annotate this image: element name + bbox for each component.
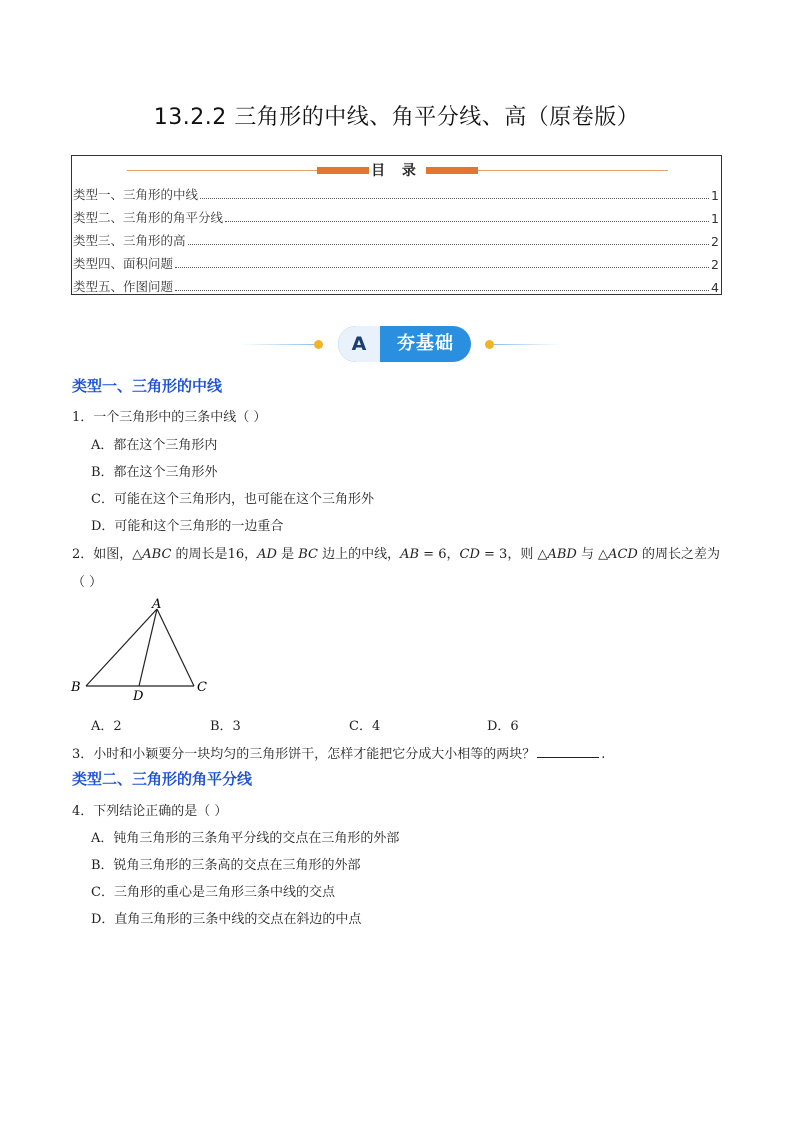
q2-option-b[interactable]: B．3 bbox=[210, 719, 241, 734]
toc-heading bbox=[72, 160, 721, 180]
question-4: 4．下列结论正确的是（ ） bbox=[72, 804, 228, 819]
vertex-label-b: B bbox=[71, 680, 81, 695]
section-heading-1: 类型一、三角形的中线 bbox=[72, 377, 223, 395]
q2-math: 16 bbox=[227, 547, 245, 562]
q2-math: = 3 bbox=[479, 547, 508, 562]
q2-math: ACD bbox=[608, 547, 638, 562]
q2-text: △ bbox=[132, 547, 143, 562]
banner-letter: A bbox=[338, 326, 380, 362]
q2-math: AB bbox=[400, 547, 420, 562]
q4-option-b[interactable]: B．锐角三角形的三条高的交点在三角形的外部 bbox=[91, 858, 361, 873]
question-3 bbox=[72, 743, 605, 762]
q2-math: ABD bbox=[547, 547, 577, 562]
toc-item-page: 1 bbox=[711, 211, 719, 226]
toc-item-label: 类型三、三角形的高 bbox=[73, 233, 186, 248]
q2-text: ， bbox=[446, 547, 460, 562]
section-banner bbox=[240, 326, 560, 362]
q1-option-d[interactable]: D．可能和这个三角形的一边重合 bbox=[91, 519, 284, 534]
page-title: 13.2.2 三角形的中线、角平分线、高（原卷版） bbox=[153, 105, 640, 130]
toc-item[interactable] bbox=[73, 273, 719, 295]
toc-item-label: 类型二、三角形的角平分线 bbox=[73, 210, 224, 225]
toc-item-label: 类型五、作图问题 bbox=[73, 279, 174, 294]
q2-math: CD bbox=[459, 547, 480, 562]
q2-text: 的周长是 bbox=[171, 547, 228, 562]
toc-item-label: 类型四、面积问题 bbox=[73, 256, 174, 271]
q2-option-d[interactable]: D．6 bbox=[487, 719, 519, 734]
q1-option-c[interactable]: C．可能在这个三角形内，也可能在这个三角形外 bbox=[91, 492, 374, 507]
q1-option-b[interactable]: B．都在这个三角形外 bbox=[91, 465, 218, 480]
q2-text: 边上的中线， bbox=[317, 547, 401, 562]
toc-item-page: 1 bbox=[711, 188, 719, 203]
q1-option-a[interactable]: A．都在这个三角形内 bbox=[91, 438, 218, 453]
toc-divider-right bbox=[478, 170, 668, 171]
q3-text: 3．小时和小颖要分一块均匀的三角形饼干，怎样才能把它分成大小相等的两块？ bbox=[72, 747, 536, 762]
q2-text: 的周长之差为 bbox=[637, 547, 720, 562]
toc-title: 目 录 bbox=[371, 163, 422, 179]
side-ab bbox=[86, 609, 157, 686]
section-heading-2: 类型二、三角形的角平分线 bbox=[72, 770, 253, 788]
vertex-label-c: C bbox=[197, 680, 207, 695]
toc-accent-right bbox=[426, 167, 478, 174]
point-label-d: D bbox=[133, 689, 144, 702]
toc-item[interactable] bbox=[73, 250, 719, 272]
q2-text: ， bbox=[244, 547, 258, 562]
q4-option-c[interactable]: C．三角形的重心是三角形三条中线的交点 bbox=[91, 885, 335, 900]
median-ad bbox=[139, 609, 157, 686]
q2-option-c[interactable]: C．4 bbox=[349, 719, 381, 734]
banner-dot-left bbox=[314, 340, 323, 349]
question-2 bbox=[72, 543, 720, 562]
toc-item[interactable] bbox=[73, 227, 719, 249]
q2-math: BC bbox=[298, 547, 318, 562]
banner-text: 夯基础 bbox=[397, 333, 454, 354]
banner-dot-right bbox=[485, 340, 494, 349]
q3-text: . bbox=[601, 747, 606, 762]
toc-item-page: 2 bbox=[711, 257, 719, 272]
q2-text: 与 △ bbox=[576, 547, 609, 562]
q4-option-d[interactable]: D．直角三角形的三条中线的交点在斜边的中点 bbox=[91, 912, 362, 927]
toc-item-page: 2 bbox=[711, 234, 719, 249]
q4-option-a[interactable]: A．钝角三角形的三条角平分线的交点在三角形的外部 bbox=[91, 831, 400, 846]
toc-item[interactable] bbox=[73, 181, 719, 203]
q2-text: 2．如图， bbox=[72, 547, 133, 562]
q2-text: 是 bbox=[276, 547, 299, 562]
q2-option-a[interactable]: A．2 bbox=[91, 719, 122, 734]
q2-answer-bracket: （ ） bbox=[72, 575, 103, 590]
q2-math: = 6 bbox=[419, 547, 447, 562]
vertex-label-a: A bbox=[152, 597, 162, 612]
answer-blank[interactable] bbox=[537, 745, 599, 758]
q2-math: ABC bbox=[142, 547, 172, 562]
table-of-contents bbox=[71, 155, 722, 295]
banner-line-right bbox=[494, 344, 560, 345]
toc-item-label: 类型一、三角形的中线 bbox=[73, 187, 199, 202]
side-ac bbox=[157, 609, 194, 686]
toc-item[interactable] bbox=[73, 204, 719, 226]
q2-text: ，则 △ bbox=[507, 547, 548, 562]
triangle-figure bbox=[68, 596, 213, 702]
toc-item-page: 4 bbox=[711, 280, 719, 295]
banner-line-left bbox=[240, 344, 315, 345]
q2-math: AD bbox=[257, 547, 277, 562]
banner-pill bbox=[338, 326, 471, 362]
question-1: 1．一个三角形中的三条中线（ ） bbox=[72, 410, 267, 425]
